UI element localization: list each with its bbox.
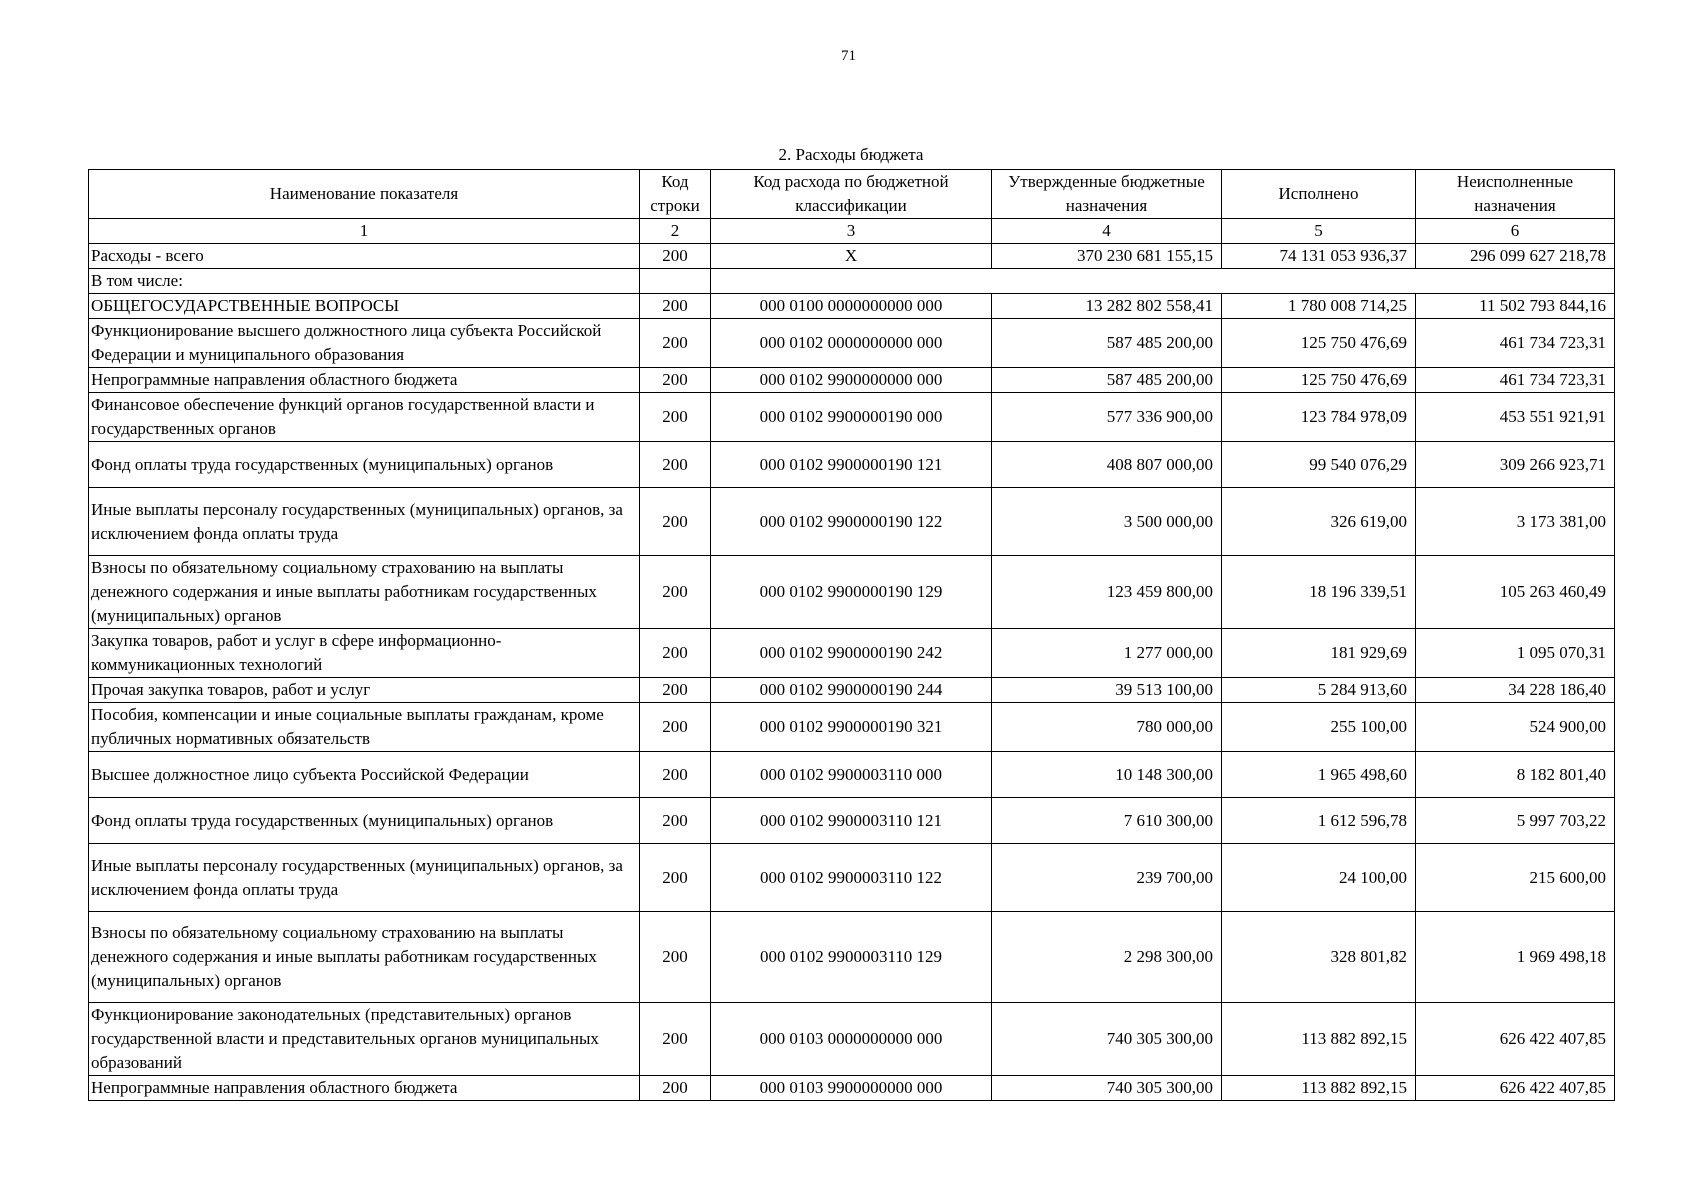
row-approved: 587 485 200,00 [992, 368, 1222, 393]
row-classification: 000 0102 9900000190 122 [711, 488, 992, 556]
header-approved: Утвержденные бюджетные назначения [992, 170, 1222, 219]
row-executed: 24 100,00 [1222, 844, 1416, 912]
header-classification: Код расхода по бюджетной классификации [711, 170, 992, 219]
page-number: 71 [841, 48, 856, 64]
row-code: 200 [640, 556, 711, 629]
row-executed: 113 882 892,15 [1222, 1076, 1416, 1101]
row-name: Взносы по обязательному социальному страхованию на выплаты денежного содержания и иные выплаты работникам государственных (муниципальных) органов [89, 912, 640, 1003]
row-name: Функционирование законодательных (представительных) органов государственной власти и представительных органов муниципальных образований [89, 1003, 640, 1076]
table-row [89, 294, 1615, 319]
row-executed: 1 965 498,60 [1222, 752, 1416, 798]
row-approved: 123 459 800,00 [992, 556, 1222, 629]
row-classification: 000 0102 9900000190 121 [711, 442, 992, 488]
row-approved: 10 148 300,00 [992, 752, 1222, 798]
row-classification: 000 0100 0000000000 000 [711, 294, 992, 319]
table-row [89, 393, 1615, 442]
row-classification: 000 0102 9900003110 000 [711, 752, 992, 798]
empty-cell [711, 269, 1615, 294]
row-approved: 740 305 300,00 [992, 1003, 1222, 1076]
row-approved: 740 305 300,00 [992, 1076, 1222, 1101]
row-code: 200 [640, 319, 711, 368]
row-executed: 328 801,82 [1222, 912, 1416, 1003]
row-approved: 3 500 000,00 [992, 488, 1222, 556]
row-approved: 370 230 681 155,15 [992, 244, 1222, 269]
row-code: 200 [640, 912, 711, 1003]
table-title: 2. Расходы бюджета [778, 145, 924, 164]
row-executed: 125 750 476,69 [1222, 368, 1416, 393]
row-approved: 408 807 000,00 [992, 442, 1222, 488]
row-unexecuted: 105 263 460,49 [1416, 556, 1615, 629]
row-name: Пособия, компенсации и иные социальные выплаты гражданам, кроме публичных нормативных обязательств [89, 703, 640, 752]
row-unexecuted: 461 734 723,31 [1416, 368, 1615, 393]
row-approved: 239 700,00 [992, 844, 1222, 912]
row-name: Взносы по обязательному социальному страхованию на выплаты денежного содержания и иные выплаты работникам государственных (муниципальных) органов [89, 556, 640, 629]
table-row [89, 678, 1615, 703]
row-name: Расходы - всего [89, 244, 640, 269]
row-name: Высшее должностное лицо субъекта Российской Федерации [89, 752, 640, 798]
row-classification: 000 0102 9900000190 321 [711, 703, 992, 752]
row-executed: 326 619,00 [1222, 488, 1416, 556]
row-classification: 000 0102 9900003110 121 [711, 798, 992, 844]
row-executed: 113 882 892,15 [1222, 1003, 1416, 1076]
row-code: 200 [640, 1076, 711, 1101]
table-row [89, 1003, 1615, 1076]
row-unexecuted: 453 551 921,91 [1416, 393, 1615, 442]
row-approved: 780 000,00 [992, 703, 1222, 752]
row-executed: 125 750 476,69 [1222, 319, 1416, 368]
row-name: Прочая закупка товаров, работ и услуг [89, 678, 640, 703]
row-unexecuted: 5 997 703,22 [1416, 798, 1615, 844]
row-classification: X [711, 244, 992, 269]
row-executed: 18 196 339,51 [1222, 556, 1416, 629]
header-unexecuted: Неисполненные назначения [1416, 170, 1615, 219]
table-row [89, 752, 1615, 798]
row-classification: 000 0102 9900000190 000 [711, 393, 992, 442]
row-code: 200 [640, 244, 711, 269]
row-classification: 000 0103 0000000000 000 [711, 1003, 992, 1076]
row-name: Финансовое обеспечение функций органов государственной власти и государственных органов [89, 393, 640, 442]
row-unexecuted: 8 182 801,40 [1416, 752, 1615, 798]
row-name: Закупка товаров, работ и услуг в сфере информационно-коммуникационных технологий [89, 629, 640, 678]
column-number: 1 [89, 219, 640, 244]
row-classification: 000 0102 9900003110 129 [711, 912, 992, 1003]
table-row [89, 556, 1615, 629]
row-name: Фонд оплаты труда государственных (муниципальных) органов [89, 798, 640, 844]
row-unexecuted: 1 969 498,18 [1416, 912, 1615, 1003]
row-unexecuted: 11 502 793 844,16 [1416, 294, 1615, 319]
row-code: 200 [640, 798, 711, 844]
row-code: 200 [640, 1003, 711, 1076]
row-executed: 1 780 008 714,25 [1222, 294, 1416, 319]
row-name: Фонд оплаты труда государственных (муниципальных) органов [89, 442, 640, 488]
subheader-row [89, 269, 1615, 294]
row-classification: 000 0102 9900000000 000 [711, 368, 992, 393]
row-approved: 7 610 300,00 [992, 798, 1222, 844]
row-approved: 1 277 000,00 [992, 629, 1222, 678]
row-executed: 181 929,69 [1222, 629, 1416, 678]
budget-expenses-table [88, 169, 1615, 1101]
column-number-row [89, 219, 1615, 244]
row-executed: 123 784 978,09 [1222, 393, 1416, 442]
row-code: 200 [640, 442, 711, 488]
row-classification: 000 0102 9900003110 122 [711, 844, 992, 912]
row-name: Непрограммные направления областного бюджета [89, 368, 640, 393]
row-classification: 000 0102 9900000190 242 [711, 629, 992, 678]
row-approved: 13 282 802 558,41 [992, 294, 1222, 319]
header-code: Код строки [640, 170, 711, 219]
row-unexecuted: 626 422 407,85 [1416, 1003, 1615, 1076]
row-unexecuted: 3 173 381,00 [1416, 488, 1615, 556]
column-number: 6 [1416, 219, 1615, 244]
table-row [89, 798, 1615, 844]
table-row [89, 1076, 1615, 1101]
row-code: 200 [640, 393, 711, 442]
row-unexecuted: 296 099 627 218,78 [1416, 244, 1615, 269]
row-executed: 255 100,00 [1222, 703, 1416, 752]
header-name: Наименование показателя [89, 170, 640, 219]
table-row [89, 844, 1615, 912]
row-code: 200 [640, 294, 711, 319]
column-number: 2 [640, 219, 711, 244]
header-executed: Исполнено [1222, 170, 1416, 219]
table-row [89, 442, 1615, 488]
column-number: 3 [711, 219, 992, 244]
row-classification: 000 0102 9900000190 129 [711, 556, 992, 629]
row-executed: 74 131 053 936,37 [1222, 244, 1416, 269]
row-name: ОБЩЕГОСУДАРСТВЕННЫЕ ВОПРОСЫ [89, 294, 640, 319]
row-code: 200 [640, 368, 711, 393]
row-name: Иные выплаты персоналу государственных (муниципальных) органов, за исключением фонда оплаты труда [89, 844, 640, 912]
header-row [89, 170, 1615, 219]
row-name: Непрограммные направления областного бюджета [89, 1076, 640, 1101]
table-row [89, 912, 1615, 1003]
empty-cell [640, 269, 711, 294]
row-executed: 5 284 913,60 [1222, 678, 1416, 703]
row-classification: 000 0102 9900000190 244 [711, 678, 992, 703]
column-number: 5 [1222, 219, 1416, 244]
row-name: Иные выплаты персоналу государственных (муниципальных) органов, за исключением фонда оплаты труда [89, 488, 640, 556]
row-unexecuted: 626 422 407,85 [1416, 1076, 1615, 1101]
row-executed: 99 540 076,29 [1222, 442, 1416, 488]
column-number: 4 [992, 219, 1222, 244]
table-row [89, 368, 1615, 393]
row-name: Функционирование высшего должностного лица субъекта Российской Федерации и муниципального образования [89, 319, 640, 368]
total-row [89, 244, 1615, 269]
table-row [89, 629, 1615, 678]
row-approved: 2 298 300,00 [992, 912, 1222, 1003]
row-code: 200 [640, 752, 711, 798]
row-code: 200 [640, 844, 711, 912]
row-unexecuted: 215 600,00 [1416, 844, 1615, 912]
row-classification: 000 0102 0000000000 000 [711, 319, 992, 368]
row-code: 200 [640, 678, 711, 703]
row-unexecuted: 461 734 723,31 [1416, 319, 1615, 368]
row-approved: 39 513 100,00 [992, 678, 1222, 703]
row-code: 200 [640, 488, 711, 556]
table-row [89, 703, 1615, 752]
row-unexecuted: 1 095 070,31 [1416, 629, 1615, 678]
subheader-label: В том числе: [89, 269, 640, 294]
row-unexecuted: 34 228 186,40 [1416, 678, 1615, 703]
table-row [89, 319, 1615, 368]
row-approved: 577 336 900,00 [992, 393, 1222, 442]
row-executed: 1 612 596,78 [1222, 798, 1416, 844]
row-unexecuted: 524 900,00 [1416, 703, 1615, 752]
row-unexecuted: 309 266 923,71 [1416, 442, 1615, 488]
table-row [89, 488, 1615, 556]
row-code: 200 [640, 703, 711, 752]
row-code: 200 [640, 629, 711, 678]
row-approved: 587 485 200,00 [992, 319, 1222, 368]
row-classification: 000 0103 9900000000 000 [711, 1076, 992, 1101]
